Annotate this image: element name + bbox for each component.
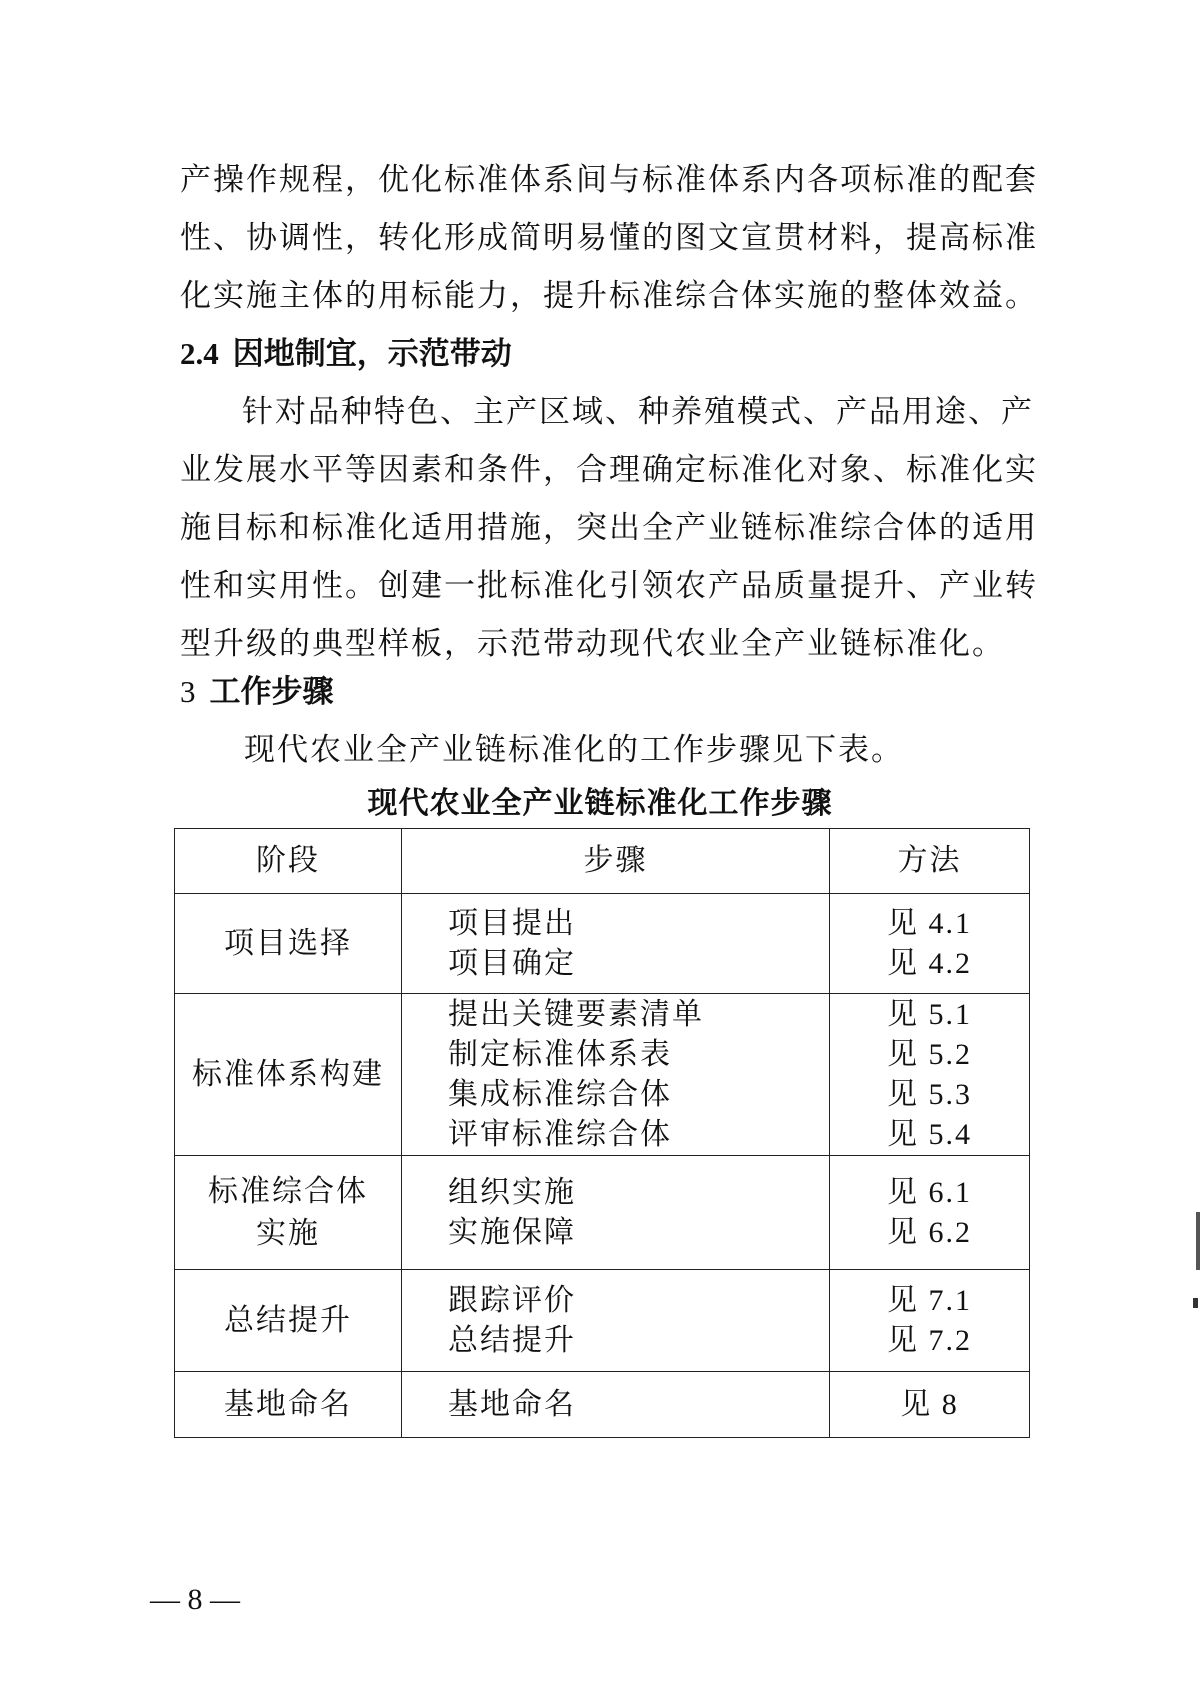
method-ref: 见 8 <box>900 1387 959 1421</box>
table-header-row <box>175 829 1030 894</box>
method-cell <box>830 894 1030 994</box>
step-label: 集成标准综合体 <box>448 1076 672 1112</box>
step-cell <box>402 1156 830 1270</box>
table-row <box>175 1372 1030 1438</box>
table-row <box>175 894 1030 994</box>
step-cell <box>402 1372 830 1438</box>
paragraph-line: 化实施主体的用标能力，提升标准综合体实施的整体效益。 <box>180 278 1038 314</box>
section-number: 3 <box>180 674 196 709</box>
section-title: 工作步骤 <box>209 674 334 710</box>
stage-cell <box>175 994 402 1156</box>
step-label: 基地命名 <box>448 1386 576 1422</box>
method-cell <box>830 1372 1030 1438</box>
page-number: — 8 — <box>150 1583 240 1616</box>
stage-label: 实施 <box>256 1215 320 1251</box>
section-title: 因地制宜，示范带动 <box>232 336 512 372</box>
step-label: 跟踪评价 <box>448 1282 576 1318</box>
paragraph-line: 业发展水平等因素和条件，合理确定标准化对象、标准化实 <box>180 452 1038 488</box>
section-heading-3 <box>180 672 334 712</box>
paragraph-line: 产操作规程，优化标准体系间与标准体系内各项标准的配套 <box>180 162 1038 198</box>
method-ref: 见 7.1 <box>887 1283 972 1317</box>
method-cell <box>830 1270 1030 1372</box>
method-ref: 见 6.1 <box>887 1175 972 1209</box>
method-ref: 见 4.1 <box>887 906 972 940</box>
step-label: 项目确定 <box>448 945 576 981</box>
step-label: 总结提升 <box>448 1322 576 1358</box>
work-steps-table <box>174 828 1030 1438</box>
paragraph-line: 性、协调性，转化形成简明易懂的图文宣贯材料，提高标准 <box>180 220 1038 256</box>
method-ref: 见 5.3 <box>887 1077 972 1111</box>
step-cell <box>402 1270 830 1372</box>
paragraph-line: 性和实用性。创建一批标准化引领农产品质量提升、产业转 <box>180 568 1038 604</box>
stage-label: 项目选择 <box>224 925 352 961</box>
stage-label: 标准综合体 <box>208 1173 368 1209</box>
paragraph-line: 施目标和标准化适用措施，突出全产业链标准综合体的适用 <box>180 510 1038 546</box>
step-label: 项目提出 <box>448 905 576 941</box>
method-ref: 见 4.2 <box>887 946 972 980</box>
stage-cell <box>175 894 402 994</box>
stage-label: 标准体系构建 <box>192 1056 384 1092</box>
section-heading-2-4 <box>180 334 512 374</box>
step-label: 评审标准综合体 <box>448 1116 672 1152</box>
section-number: 2.4 <box>180 336 219 371</box>
stage-cell <box>175 1156 402 1270</box>
table-row <box>175 1156 1030 1270</box>
method-cell <box>830 1156 1030 1270</box>
method-ref: 见 6.2 <box>887 1215 972 1249</box>
step-label: 实施保障 <box>448 1214 576 1250</box>
table-intro: 现代农业全产业链标准化的工作步骤见下表。 <box>244 732 904 768</box>
paragraph-line: 型升级的典型样板，示范带动现代农业全产业链标准化。 <box>180 626 1005 662</box>
step-label: 制定标准体系表 <box>448 1036 672 1072</box>
scan-edge-dot <box>1193 1298 1198 1308</box>
method-ref: 见 5.1 <box>887 997 972 1031</box>
table-title: 现代农业全产业链标准化工作步骤 <box>367 786 833 821</box>
step-label: 组织实施 <box>448 1174 576 1210</box>
method-ref: 见 5.4 <box>887 1117 972 1151</box>
step-cell <box>402 994 830 1156</box>
method-cell <box>830 994 1030 1156</box>
step-cell <box>402 894 830 994</box>
stage-label: 基地命名 <box>224 1386 352 1422</box>
table-row <box>175 1270 1030 1372</box>
method-ref: 见 5.2 <box>887 1037 972 1071</box>
header-method: 方法 <box>830 829 1030 894</box>
header-stage: 阶段 <box>175 829 402 894</box>
method-ref: 见 7.2 <box>887 1323 972 1357</box>
paragraph-line: 针对品种特色、主产区域、种养殖模式、产品用途、产 <box>242 394 1034 430</box>
stage-cell <box>175 1270 402 1372</box>
stage-cell <box>175 1372 402 1438</box>
stage-label: 总结提升 <box>224 1302 352 1338</box>
scan-edge-mark <box>1196 1212 1200 1270</box>
table-row <box>175 994 1030 1156</box>
step-label: 提出关键要素清单 <box>448 996 704 1032</box>
header-step: 步骤 <box>402 829 830 894</box>
